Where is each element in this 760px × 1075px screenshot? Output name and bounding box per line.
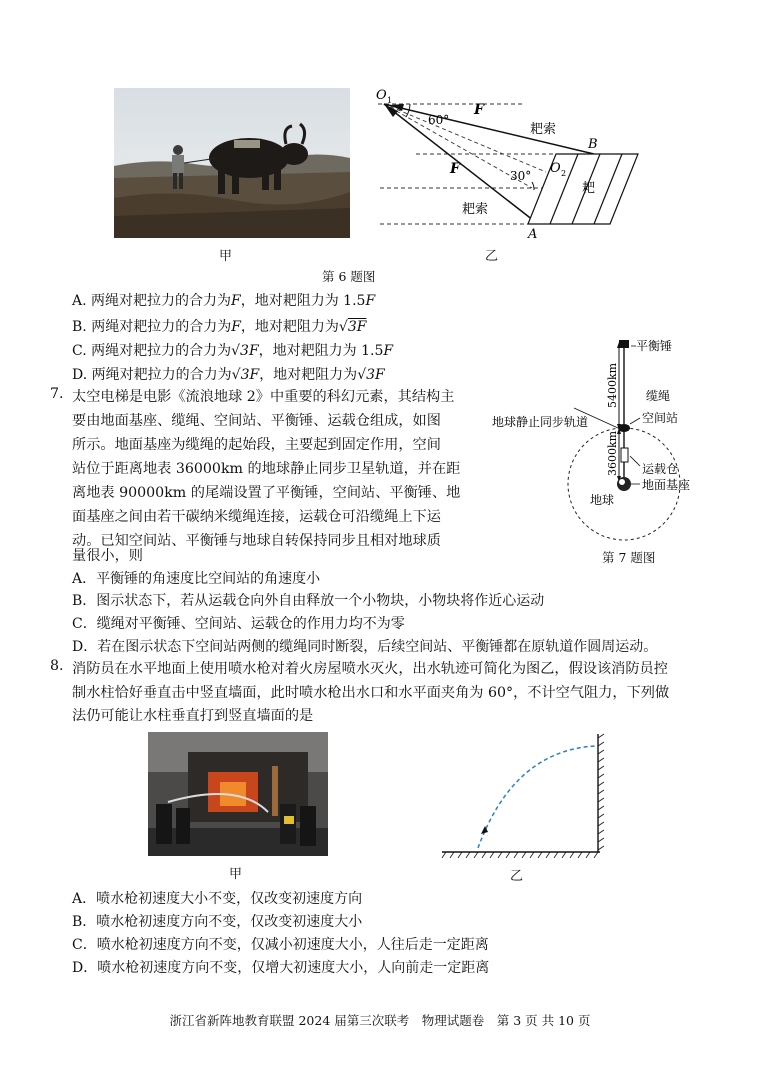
label-counterweight: 平衡锤 — [636, 339, 673, 353]
water-trajectory-diagram — [438, 730, 608, 858]
q8-stem-line-3: 法仍可能让水柱垂直打到竖直墙面的是 — [72, 708, 314, 724]
q7-option-d[interactable]: D．若在图示状态下空间站两侧的缆绳同时断裂，后续空间站、平衡锤都在原轨道作圆周运动。 — [72, 639, 658, 655]
page-footer: 浙江省新阵地教育联盟 2024 届第三次联考 物理试题卷 第 3 页 共 10 页 — [169, 1013, 591, 1028]
q8-option-d[interactable]: D．喷水枪初速度方向不变，仅增大初速度大小，人向前走一定距离 — [72, 960, 490, 976]
q8-option-a[interactable]: A．喷水枪初速度大小不变，仅改变初速度方向 — [72, 891, 363, 907]
q7-option-a[interactable]: A．平衡锤的角速度比空间站的角速度小 — [72, 571, 321, 587]
fig7-caption: 第 7 题图 — [602, 550, 656, 565]
sqrt-symbol: √ — [357, 367, 367, 383]
rope-label-top: 耙索 — [530, 122, 557, 137]
label-ground-base: 地面基座 — [642, 478, 691, 492]
q7-stem-line-5: 离地表 90000km 的尾端设置了平衡锤，空间站、平衡锤、地 — [72, 485, 461, 501]
fig6-label-left: 甲 — [219, 249, 233, 264]
point-a: A — [528, 227, 538, 242]
q7-option-c[interactable]: C．缆绳对平衡锤、空间站、运载仓的作用力均不为零 — [72, 616, 405, 632]
q8-stem-line-2: 制水柱恰好垂直击中竖直墙面，此时喷水枪出水口和水平面夹角为 60°，不计空气阻力，下列做 — [72, 685, 670, 701]
label-capsule: 运载仓 — [642, 462, 679, 476]
fig6-caption: 第 6 题图 — [322, 269, 376, 284]
q7-stem-line-4: 站位于距离地表 36000km 的地球静止同步卫星轨道，并在距 — [72, 461, 461, 477]
q8-option-c[interactable]: C．喷水枪初速度方向不变，仅减小初速度大小，人往后走一定距离 — [72, 937, 489, 953]
firefighters-photo — [148, 732, 328, 856]
label-distance-upper: 5400km — [606, 362, 619, 408]
q8-stem-line-1: 消防员在水平地面上使用喷水枪对着火房屋喷水灭火，出水轨迹可简化为图乙，假设该消防员控 — [72, 661, 668, 677]
q7-option-b[interactable]: B．图示状态下，若从运载仓向外自由释放一个小物块，小物块将作近心运动 — [72, 593, 545, 609]
rope-label-bottom: 耙索 — [462, 202, 489, 217]
q7-stem-line-2: 要由地面基座、缆绳、空间站、平衡锤、运载仓组成，如图 — [72, 413, 441, 429]
sqrt-symbol: √ — [231, 367, 241, 383]
q6-option-a[interactable]: A. 两绳对耙拉力的合力为F，地对耙阻力为 1.5F — [72, 293, 376, 309]
harrow-label: 耙 — [582, 181, 596, 196]
angle-60-label: 60° — [428, 113, 450, 127]
q7-stem-line-8: 量很小，则 — [72, 548, 143, 564]
point-o1-sub: 1 — [387, 96, 393, 105]
q6-option-b[interactable]: B. 两绳对耙拉力的合力为F，地对耙阻力为√3F — [72, 319, 367, 335]
point-o2: O — [550, 161, 561, 176]
q7-number: 7. — [50, 386, 64, 402]
q6-option-c[interactable]: C. 两绳对耙拉力的合力为√3F，地对耙阻力为 1.5F — [72, 343, 394, 359]
q8-number: 8. — [50, 658, 64, 674]
harrow-force-diagram — [374, 84, 644, 244]
force-label-bottom: F — [450, 161, 460, 177]
force-label-top: F — [474, 102, 484, 118]
q6-option-d[interactable]: D. 两绳对耙拉力的合力为√3F，地对耙阻力为√3F — [72, 367, 385, 383]
space-elevator-diagram — [492, 336, 707, 541]
fig8-label-left: 甲 — [229, 867, 243, 882]
point-o2-sub: 2 — [561, 169, 567, 178]
fig8-label-right: 乙 — [510, 869, 524, 884]
label-distance-lower: 3600km — [606, 430, 619, 476]
fig6-label-right: 乙 — [485, 249, 499, 264]
q8-option-b[interactable]: B．喷水枪初速度方向不变，仅改变初速度大小 — [72, 914, 363, 930]
label-space-station: 空间站 — [642, 411, 679, 425]
point-o1: O — [376, 88, 387, 103]
ox-plowing-photo — [114, 88, 350, 238]
point-b: B — [588, 137, 598, 152]
q7-stem-line-3: 所示。地面基座为缆绳的起始段，主要起到固定作用，空间 — [72, 437, 441, 453]
q7-stem-line-7: 动。已知空间站、平衡锤与地球自转保持同步且相对地球质 — [72, 533, 441, 549]
label-geo-orbit: 地球静止同步轨道 — [492, 415, 589, 429]
q7-stem-line-1: 太空电梯是电影《流浪地球 2》中重要的科幻元素，其结构主 — [72, 389, 455, 405]
q7-stem-line-6: 面基座之间由若干碳纳米缆绳连接，运载仓可沿缆绳上下运 — [72, 509, 441, 525]
sqrt-symbol: √ — [338, 319, 348, 335]
label-cable: 缆绳 — [646, 389, 671, 403]
angle-30-label: 30° — [510, 169, 532, 183]
label-earth: 地球 — [590, 493, 615, 507]
sqrt-symbol: √ — [231, 343, 241, 359]
